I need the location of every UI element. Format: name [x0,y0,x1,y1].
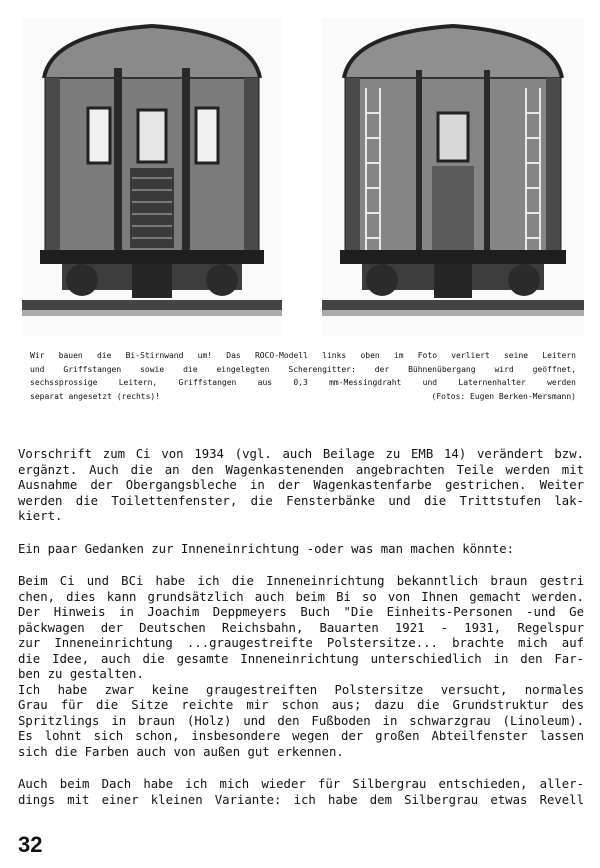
photo-area [0,18,600,336]
paragraph [18,777,584,808]
paragraph [18,574,584,760]
text-line: zur Inneneinrichtung ...graugestreifte Polstersitze... brachte mich auf [18,636,584,650]
coach-end-modified-image [322,18,584,336]
coach-end-original-image [22,18,282,336]
photo-roco-model-original [22,18,282,336]
text-line: Auch beim Dach habe ich mich wieder für Silbergrau entschieden, aller- [18,777,584,791]
paragraph [18,542,584,558]
text-line: die Idee, auch die gesamte Inneneinrichtung unterschiedlich in den Far- [18,651,584,666]
text-line: Der Hinweis in Joachim Deppmeyers Buch "Die Einheits-Personen -und Ge [18,605,584,619]
text-line: ergänzt. Auch die an den Wagenkastenenden angebrachten Teile werden mit [18,462,584,477]
paragraph [18,447,584,525]
text-line: Vorschrift zum Ci von 1934 (vgl. auch Beilage zu EMB 14) verändert bzw. [18,447,584,461]
photo-credit: (Fotos: Eugen Berken-Mersmann) [431,391,576,401]
text-line: werden die Toilettenfenster, die Fensterbänke und die Trittstufen lak- [18,493,584,508]
text-line: Ausnahme der Obergangsbleche in der Wagenkastenfarbe gestrichen. Weiter [18,478,584,492]
text-line: chen, dies kann grundsätzlich auch beim Bi so von Ihnen gemacht werden. [18,589,584,604]
photo-caption [30,349,576,403]
text-line: Spritzlings in braun (Holz) und den Fußboden in schwarzgrau (Linoleum). [18,713,584,728]
caption-line: und Griffstangen sowie die eingelegten Scherengitter: der Bühnenübergang wird geöffnet, [30,364,576,374]
text-line: Ein paar Gedanken zur Inneneinrichtung -oder was man machen könnte: [18,541,515,556]
photo-modified-model [322,18,584,336]
caption-last-line [30,390,576,404]
caption-text-end: separat angesetzt (rechts)! [30,391,161,401]
text-line: Beim Ci und BCi habe ich die Inneneinrichtung bekanntlich braun gestri [18,574,584,588]
text-line: dings mit einer kleinen Variante: ich habe dem Silbergrau etwas Revell [18,792,584,807]
caption-line: sechssprossige Leitern, Griffstangen aus 0,3 mm-Messingdraht und Laternenhalter werden [30,378,576,387]
text-line: ben zu gestalten. [18,667,144,681]
text-line: sich die Farben auch von außen gut erkennen. [18,744,344,759]
text-line: Es lohnt sich schon, insbesondere wegen der großen Abteilfenster lassen [18,729,584,743]
text-line: kiert. [18,509,63,523]
caption-line: Wir bauen die Bi-Stirnwand um! Das ROCO-Modell links oben im Foto verliert seine Leitern [30,351,576,360]
text-line: Grau für die Sitze reichte mir schon aus; dazu die Grundstruktur des [18,698,584,712]
page-number: 32 [18,832,43,857]
text-line: päckwagen der Deutschen Reichsbahn, Bauarten 1921 - 1931, Regelspur [18,620,584,635]
article-body [18,447,584,825]
text-line: Ich habe zwar keine graugestreiften Polstersitze versucht, normales [18,682,584,697]
